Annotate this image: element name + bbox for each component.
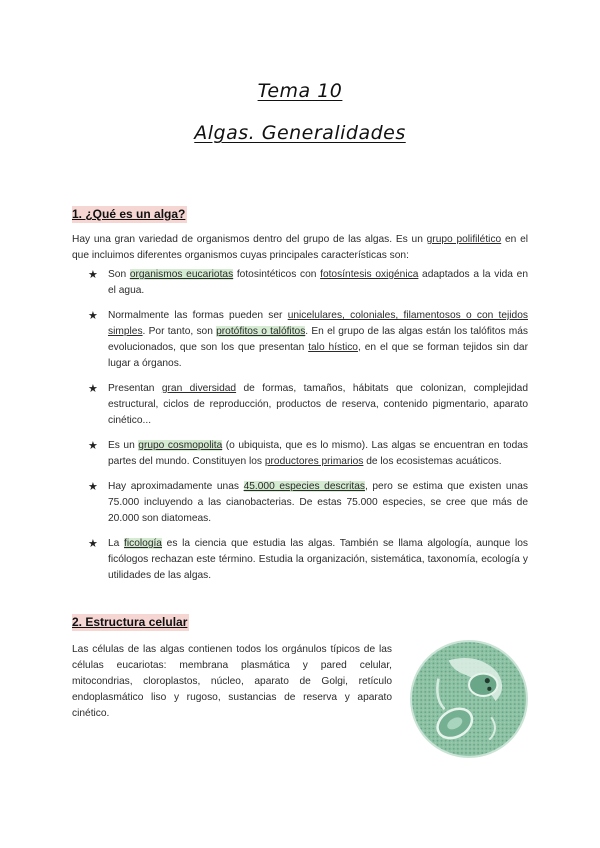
characteristics-list (88, 267, 528, 593)
list-item: ★ La ficología es la ciencia que estudia las algas. También se llama algología, aunque los ficólogos rechazan este término. Estudia la organización, sistemática, taxonomía, ecología y utilidades de las algas. (88, 538, 528, 581)
star-icon: ★ (88, 269, 98, 281)
list-item: ★ Normalmente las formas pueden ser unicelulares, coloniales, filamentosos o con tejidos simples. Por tanto, son protófitos o talófitos. En el grupo de las algas están los talófitos más evolucionados, que son los que presentan talo hístico, en el que se forman tejidos sin dar lugar a órganos. (88, 310, 529, 369)
section-heading-1: 1. ¿Qué es un alga? (72, 207, 186, 221)
list-item: ★ Hay aproximadamente unas 45.000 especies descritas, pero se estima que existen unas 75.000 incluyendo a las cianobacterias. De estas 75.000 especies, se cree que más de 20.000 son diatomeas. (88, 481, 528, 524)
star-icon: ★ (88, 310, 98, 322)
star-icon: ★ (88, 538, 98, 550)
term-grupo-polifiletico: grupo polifilético (426, 234, 502, 245)
doc-title: Tema 10 (257, 80, 343, 102)
list-item: ★ Presentan gran diversidad de formas, tamaños, hábitats que colonizan, complejidad estructural, ciclos de reproducción, productos de reserva, contenido pigmentario, aparato cinético... (88, 383, 528, 426)
star-icon: ★ (88, 440, 98, 452)
list-item: ★ Es un grupo cosmopolita (o ubiquista, que es lo mismo). Las algas se encuentran en todas partes del mundo. Constituyen los productores primarios de los ecosistemas acuáticos. (88, 440, 528, 467)
star-icon: ★ (88, 481, 98, 493)
section-heading-2: 2. Estructura celular (72, 615, 188, 629)
intro-paragraph: Hay una gran variedad de organismos dentro del grupo de las algas. Es un grupo polifilético en el que incluimos diferentes organismos cuyas principales características son: (72, 234, 529, 261)
cell-structure-paragraph: Las células de las algas contienen todos los orgánulos típicos de las células eucariotas: membrana plasmática y pared celular, mitocondrias, cloroplastos, núcleo, aparato de Golgi, retículo endoplasmático liso y rugoso, sustancias de reserva y aparato cinético. (72, 644, 392, 719)
doc-subtitle: Algas. Generalidades (194, 122, 406, 144)
star-icon: ★ (88, 383, 98, 395)
algae-cell-image (408, 638, 530, 760)
list-item: ★ Son organismos eucariotas fotosintéticos con fotosíntesis oxigénica adaptados a la vida en el agua. (88, 269, 528, 296)
